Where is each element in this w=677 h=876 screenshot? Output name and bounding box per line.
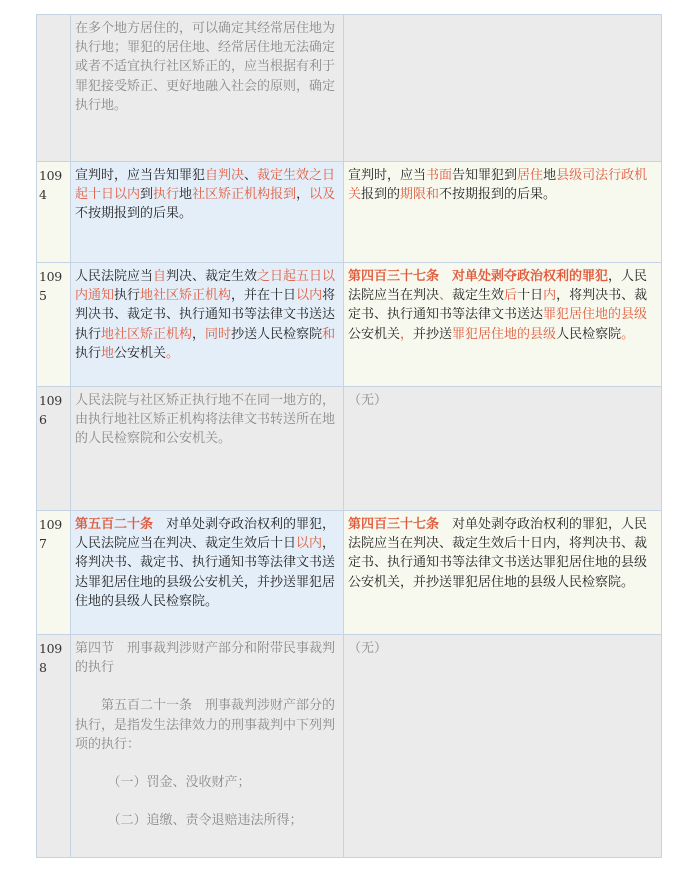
row-number: 1097 (37, 511, 71, 635)
article-text: 第五百二十一条 刑事裁判涉财产部分的执行，是指发生法律效力的刑事裁判中下列判项的执行： (75, 698, 336, 752)
old-provision-text: 第四百三十七条 对单处剥夺政治权利的罪犯，人民法院应当在判决、裁定生效后十日内，将判决书、裁定书、执行通知书等法律文书送达罪犯居住地的县级公安机关，并抄送罪犯居住地的县级人民检察院。 (344, 263, 662, 387)
row-number: 1094 (37, 162, 71, 263)
table-row (37, 387, 662, 511)
old-provision-text: （无） (344, 387, 662, 511)
comparison-table (36, 14, 662, 858)
table-row (37, 511, 662, 635)
new-provision-text: 宣判时，应当告知罪犯自判决、裁定生效之日起十日以内到执行地社区矫正机构报到，以及不按期报到的后果。 (71, 162, 344, 263)
old-provision-text (344, 15, 662, 162)
list-item: （一）罚金、没收财产； (107, 775, 251, 791)
new-provision-text: 人民法院与社区矫正执行地不在同一地方的，由执行地社区矫正机构将法律文书转送所在地的人民检察院和公安机关。 (71, 387, 344, 511)
table-row (37, 15, 662, 162)
row-number (37, 15, 71, 162)
new-provision-text (71, 635, 344, 858)
section-title: 第四节 刑事裁判涉财产部分和附带民事裁判的执行 (75, 641, 336, 676)
table-row (37, 263, 662, 387)
old-provision-text: （无） (344, 635, 662, 858)
comparison-table-wrap (36, 14, 661, 858)
table-row (37, 162, 662, 263)
new-provision-text: 人民法院应当自判决、裁定生效之日起五日以内通知执行地社区矫正机构，并在十日以内将判决书、裁定书、执行通知书等法律文书送达执行地社区矫正机构，同时抄送人民检察院和执行地公安机关。 (71, 263, 344, 387)
list-item: （二）追缴、责令退赔违法所得； (107, 813, 303, 829)
row-number: 1098 (37, 635, 71, 858)
old-provision-text: 宣判时，应当书面告知罪犯到居住地县级司法行政机关报到的期限和不按期报到的后果。 (344, 162, 662, 263)
new-provision-text: 在多个地方居住的，可以确定其经常居住地为执行地；罪犯的居住地、经常居住地无法确定或者不适宜执行社区矫正的，应当根据有利于罪犯接受矫正、更好地融入社会的原则，确定执行地。 (71, 15, 344, 162)
row-number: 1095 (37, 263, 71, 387)
new-provision-text: 第五百二十条 对单处剥夺政治权利的罪犯，人民法院应当在判决、裁定生效后十日以内，将判决书、裁定书、执行通知书等法律文书送达罪犯居住地的县级公安机关，并抄送罪犯居住地的县级人民检察院。 (71, 511, 344, 635)
old-provision-text: 第四百三十七条 对单处剥夺政治权利的罪犯，人民法院应当在判决、裁定生效后十日内，将判决书、裁定书、执行通知书等法律文书送达罪犯居住地的县级公安机关，并抄送罪犯居住地的县级人民检察院。 (344, 511, 662, 635)
row-number: 1096 (37, 387, 71, 511)
table-row (37, 635, 662, 858)
